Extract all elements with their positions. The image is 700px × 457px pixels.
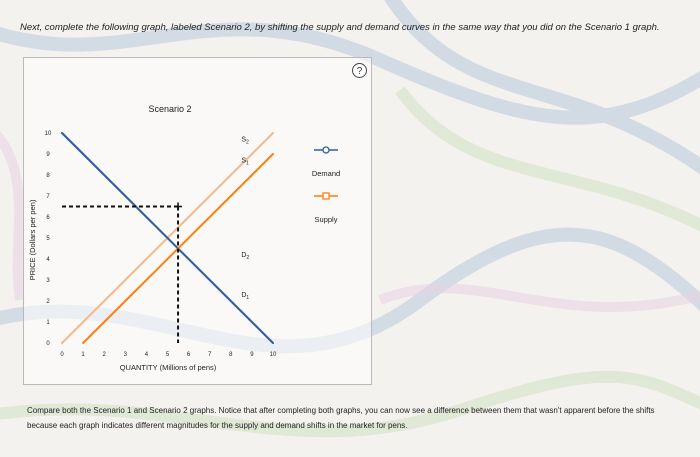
chart-title: Scenario 2 <box>148 104 192 114</box>
x-tick-label: 6 <box>186 352 191 358</box>
y-tick-label: 4 <box>46 257 50 263</box>
x-tick-label: 7 <box>208 352 212 358</box>
y-tick-label: 0 <box>46 341 50 347</box>
legend-supply-label: Supply <box>314 215 338 224</box>
y-tick-label: 5 <box>46 236 50 242</box>
marker-layer <box>62 203 182 344</box>
y-tick-label: 6 <box>46 215 50 221</box>
y-tick-label: 9 <box>46 152 50 158</box>
y-tick-label: 2 <box>46 299 50 305</box>
x-tick-label: 1 <box>81 352 85 358</box>
legend-demand-label: Demand <box>311 169 341 178</box>
curve-label: $S_2$ <box>241 136 249 146</box>
legend-supply-square-icon <box>323 193 329 199</box>
help-button[interactable]: ? <box>352 63 367 78</box>
x-tick-label: 3 <box>123 352 127 358</box>
x-tick-label: 9 <box>250 352 254 358</box>
compare-text: Compare both the Scenario 1 and Scenario 2 graphs. Notice that after completing both graphs, you can now see a difference between them that wasn't apparent before the shifts because each graph indicates different magnitudes for the supply and demand shifts in the market for pens. <box>27 406 655 430</box>
y-tick-label: 1 <box>46 320 50 326</box>
y-tick-label: 8 <box>46 173 50 179</box>
x-tick-label: 2 <box>102 352 106 358</box>
x-tick-label: 10 <box>269 352 277 358</box>
x-tick-label: 4 <box>144 352 149 358</box>
x-axis-label: QUANTITY (Millions of pens) <box>119 363 217 372</box>
curve-layer <box>62 133 273 343</box>
legend-demand-circle-icon <box>323 147 329 153</box>
x-tick-label: 0 <box>60 352 64 358</box>
x-tick-label: 5 <box>165 352 170 358</box>
y-tick-label: 3 <box>46 278 50 284</box>
y-tick-label: 7 <box>46 194 50 200</box>
x-tick-label: 8 <box>229 352 233 358</box>
curve-label: $D_1$ <box>241 291 250 301</box>
instructions-text: Next, complete the following graph, labeled Scenario 2, by shifting the supply and demand curves in the same way that you did on the Scenario 1 graph. <box>20 22 660 33</box>
curve-label: $S_1$ <box>241 157 249 167</box>
y-tick-label: 10 <box>44 131 52 137</box>
y-axis-label: PRICE (Dollars per pen) <box>28 199 37 281</box>
legend-demand[interactable] <box>314 147 338 153</box>
legend-supply[interactable] <box>314 193 338 199</box>
curve-label: $D_2$ <box>241 251 250 261</box>
